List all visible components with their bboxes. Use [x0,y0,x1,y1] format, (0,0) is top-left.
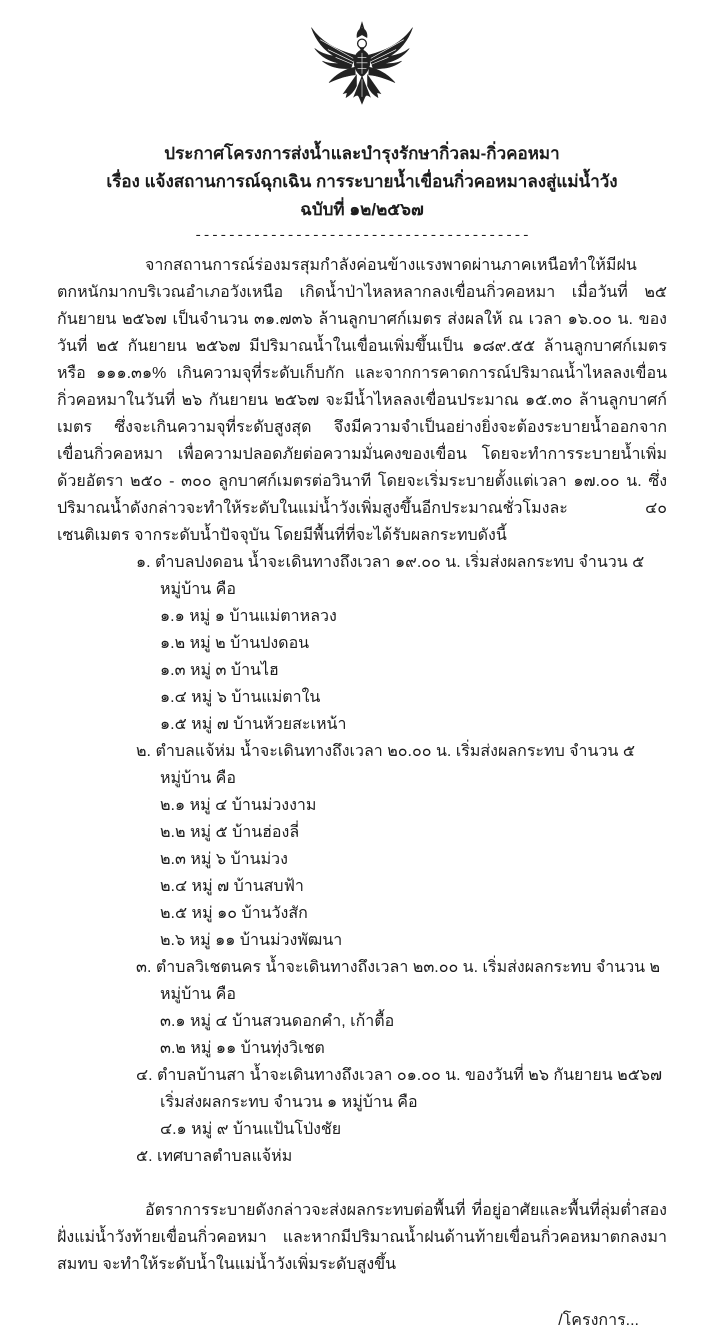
continuation-note: /โครงการ... [558,1312,639,1329]
village-item: ๓.๑ หมู่ ๔ บ้านสวนดอกคำ, เก้าตื้อ [160,1013,395,1030]
garuda-emblem-icon [296,20,428,132]
village-item: ๑.๔ หมู่ ๖ บ้านแม่ตาใน [160,689,321,706]
section-heading: ๕. เทศบาลตำบลแจ้ห่ม [136,1148,293,1165]
title-line-2: เรื่อง แจ้งสถานการณ์ฉุกเฉิน การระบายน้ำเขื่อนกิ่วคอหมาลงสู่แม่น้ำวัง [106,172,618,191]
village-item: ๑.๑ หมู่ ๑ บ้านแม่ตาหลวง [160,608,337,625]
dashed-divider: ---------------------------------------- [193,228,531,244]
emblem-container [57,20,667,134]
section-heading: ๓. ตำบลวิเชตนคร น้ำจะเดินทางถึงเวลา ๒๓.๐๐ น. เริ่มส่งผลกระทบ จำนวน ๒ หมู่บ้าน คือ [136,959,661,1003]
document-title [57,140,667,224]
village-item: ๒.๓ หมู่ ๖ บ้านม่วง [160,851,288,868]
title-line-1: ประกาศโครงการส่งน้ำและบำรุงรักษากิ่วลม-กิ่วคอหมา [164,144,560,163]
intro-paragraph: จากสถานการณ์ร่องมรสุมกำลังค่อนข้างแรงพาดผ่านภาคเหนือทำให้มีฝนตกหนักมากบริเวณอำเภอวังเหนือ เกิดน้ำป่าไหลหลากลงเขื่อนกิ่วคอหมา เมื่อวันที่ ๒๕ กันยายน ๒๕๖๗ เป็นจำนวน ๓๑.๗๓๖ ล้านลูกบาศก์เมตร ส่งผลให้ ณ เวลา ๑๖.๐๐ น. ของวันที่ ๒๕ กันยายน ๒๕๖๗ มีปริมาณน้ำในเขื่อนเพิ่มขึ้นเป็น ๑๘๙.๕๕ ล้านลูกบาศก์เมตร หรือ ๑๑๑.๓๑% เกินความจุที่ระดับเก็บกัก และจากการคาดการณ์ปริมาณน้ำไหลลงเขื่อนกิ่วคอหมาในวันที่ ๒๖ กันยายน ๒๕๖๗ จะมีน้ำไหลลงเขื่อนประมาณ ๑๕.๓๐ ล้านลูกบาศก์เมตร ซึ่งจะเกินความจุที่ระดับสูงสุด จึงมีความจำเป็นอย่างยิ่งจะต้องระบายน้ำออกจากเขื่อนกิ่วคอหมา เพื่อความปลอดภัยต่อความมั่นคงของเขื่อน โดยจะทำการระบายน้ำเพิ่มด้วยอัตรา ๒๕๐ - ๓๐๐ ลูกบาศก์เมตรต่อวินาที โดยจะเริ่มระบายตั้งแต่เวลา ๑๗.๐๐ น. ซึ่งปริมาณน้ำดังกล่าวจะทำให้ระดับในแม่น้ำวังเพิ่มสูงขึ้นอีกประมาณชั่วโมงละ ๔๐ เซนติเมตร จากระดับน้ำปัจจุบัน โดยมีพื้นที่ที่จะได้รับผลกระทบดังนี้ [57,257,667,544]
section-heading: ๔. ตำบลบ้านสา น้ำจะเดินทางถึงเวลา ๐๑.๐๐ น. ของวันที่ ๒๖ กันยายน ๒๕๖๗ เริ่มส่งผลกระทบ จำนวน ๑ หมู่บ้าน คือ [136,1067,663,1111]
village-item: ๒.๑ หมู่ ๔ บ้านม่วงงาม [160,797,317,814]
village-item: ๑.๓ หมู่ ๓ บ้านไฮ [160,662,279,679]
document-body [57,252,667,1278]
village-item: ๒.๔ หมู่ ๗ บ้านสบฟ้า [160,878,304,895]
village-item: ๒.๒ หมู่ ๕ บ้านฮ่องลี่ [160,824,300,841]
impact-sections [57,549,667,1170]
village-item: ๓.๒ หมู่ ๑๑ บ้านทุ่งวิเชต [160,1040,325,1057]
title-line-3: ฉบับที่ ๑๒/๒๕๖๗ [300,200,424,219]
village-item: ๒.๕ หมู่ ๑๐ บ้านวังสัก [160,905,308,922]
village-item: ๒.๖ หมู่ ๑๑ บ้านม่วงพัฒนา [160,932,343,949]
section-heading: ๑. ตำบลปงดอน น้ำจะเดินทางถึงเวลา ๑๙.๐๐ น. เริ่มส่งผลกระทบ จำนวน ๕ หมู่บ้าน คือ [136,554,645,598]
village-item: ๔.๑ หมู่ ๙ บ้านแป้นโป่งชัย [160,1121,342,1138]
closing-paragraph: อัตราการระบายดังกล่าวจะส่งผลกระทบต่อพื้นที่ ที่อยู่อาศัยและพื้นที่ลุ่มต่ำสองฝั่งแม่น้ำวังท้ายเขื่อนกิ่วคอหมา และหากมีปริมาณน้ำฝนด้านท้ายเขื่อนกิ่วคอหมาตกลงมาสมทบ จะทำให้ระดับน้ำในแม่น้ำวังเพิ่มระดับสูงขึ้น [57,1202,667,1273]
village-item: ๑.๒ หมู่ ๒ บ้านปงดอน [160,635,310,652]
section-heading: ๒. ตำบลแจ้ห่ม น้ำจะเดินทางถึงเวลา ๒๐.๐๐ น. เริ่มส่งผลกระทบ จำนวน ๕ หมู่บ้าน คือ [136,743,635,787]
village-item: ๑.๕ หมู่ ๗ บ้านห้วยสะเหน้า [160,716,347,733]
